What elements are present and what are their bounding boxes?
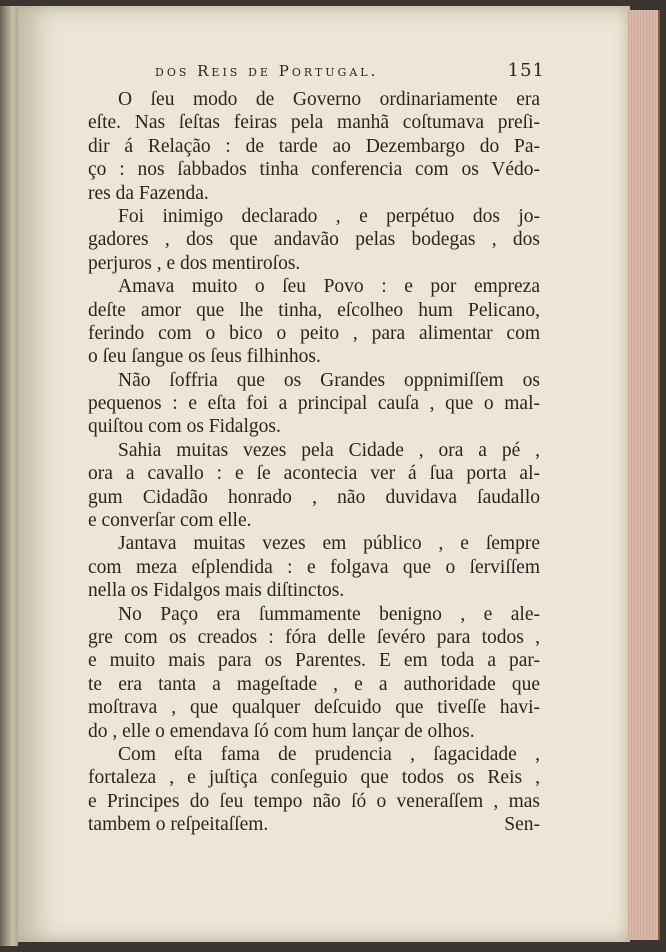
text-line: ferindo com o bico o peito , para alimentar com xyxy=(88,322,540,344)
text-line: Não ſoffria que os Grandes oppnimiſſem os xyxy=(118,369,540,391)
text-line: o ſeu ſangue os ſeus filhinhos. xyxy=(88,346,321,368)
text-line: quiſtou com os Fidalgos. xyxy=(88,416,281,438)
text-line: pequenos : e eſta foi a principal cauſa , que o mal- xyxy=(88,393,540,415)
page-edges xyxy=(628,10,660,940)
running-title: dos Reis de Portugal. xyxy=(155,62,379,80)
body-text xyxy=(88,88,540,837)
text-line: tambem o reſpeitaſſem. xyxy=(88,814,269,836)
text-line: do , elle o emendava ſó com hum lançar de olhos. xyxy=(88,720,475,742)
last-line xyxy=(88,813,540,836)
text-line: Amava muito o ſeu Povo : e por empreza xyxy=(118,276,540,298)
text-line: O ſeu modo de Governo ordinariamente era xyxy=(118,89,540,110)
text-line: No Paço era ſummamente benigno , e ale- xyxy=(118,603,540,625)
text-line: gre com os creados : fóra delle ſevéro para todos , xyxy=(88,626,540,648)
text-line: Jantava muitas vezes em público , e ſempre xyxy=(118,533,540,555)
text-line: e Principes do ſeu tempo não ſó o veneraſſem , mas xyxy=(88,790,540,812)
text-line: ço : nos ſabbados tinha conferencia com os Védo- xyxy=(88,159,540,181)
text-line: Foi inimigo declarado , e perpétuo dos jo- xyxy=(118,205,540,227)
text-line: res da Fazenda. xyxy=(88,182,209,204)
running-header xyxy=(155,62,545,80)
text-line: gum Cidadão honrado , não duvidava ſaudallo xyxy=(88,486,540,508)
text-line: deſte amor que lhe tinha, eſcolheo hum Pelicano, xyxy=(88,299,540,321)
text-line: gadores , dos que andavão pelas bodegas , dos xyxy=(88,229,540,251)
page-number: 151 xyxy=(507,60,545,81)
catchword: Sen- xyxy=(504,814,540,836)
text-line: moſtrava , que qualquer deſcuido que tiveſſe havi- xyxy=(88,697,540,719)
text-line: fortaleza , e juſtiça conſeguio que todos os Reis , xyxy=(88,767,540,789)
facing-page-edge xyxy=(0,6,18,946)
text-line: perjuros , e dos mentiroſos. xyxy=(88,252,301,274)
text-line: nella os Fidalgos mais diſtinctos. xyxy=(88,580,345,602)
text-line: Com eſta fama de prudencia , ſagacidade , xyxy=(118,743,540,765)
text-line: Sahia muitas vezes pela Cidade , ora a pé , xyxy=(118,439,540,461)
text-line: e converſar com elle. xyxy=(88,510,252,532)
text-line: eſte. Nas ſeſtas feiras pela manhã coſtumava preſi- xyxy=(88,112,540,134)
text-line: e muito mais para os Parentes. E em toda a par- xyxy=(88,650,540,672)
text-line: dir á Relação : de tarde ao Dezembargo do Pa- xyxy=(88,135,540,157)
text-line: te era tanta a mageſtade , e a authoridade que xyxy=(88,673,540,695)
text-line: com meza eſplendida : e folgava que o ſerviſſem xyxy=(88,556,540,578)
text-line: ora a cavallo : e ſe acontecia ver á ſua porta al- xyxy=(88,463,540,485)
